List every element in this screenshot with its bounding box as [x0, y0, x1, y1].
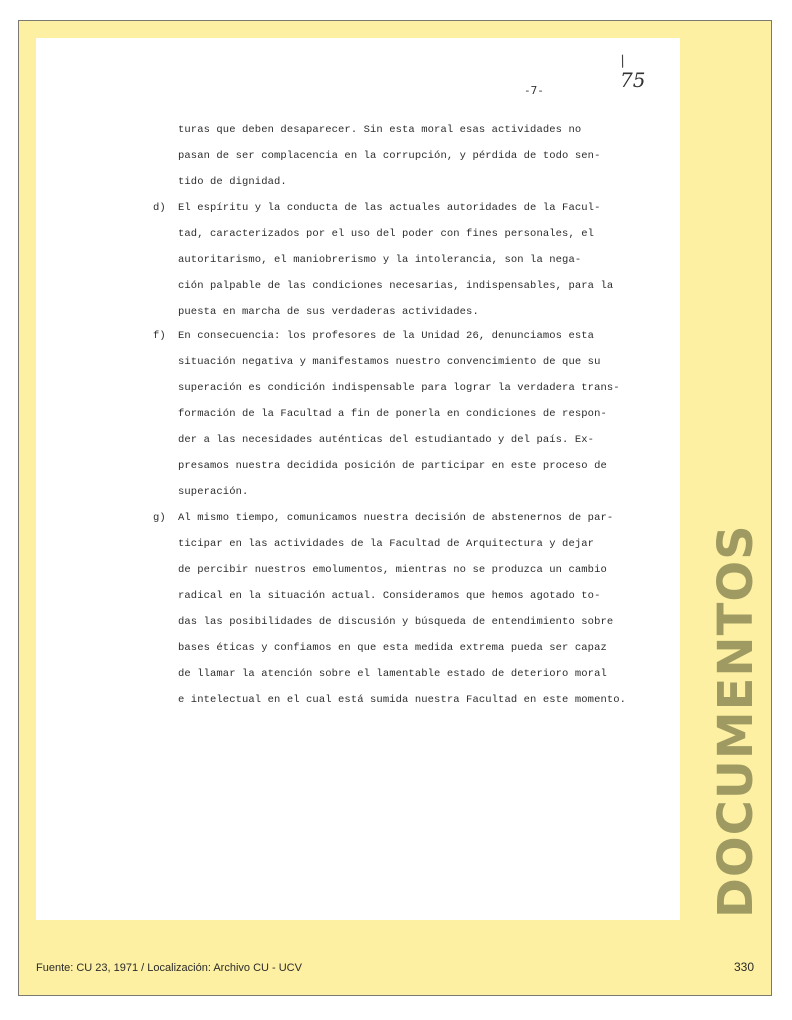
page-number: 330 [734, 960, 755, 974]
list-item-label: g) [153, 512, 166, 524]
document-text-line: de llamar la atención sobre el lamentable estado de deterioro moral [178, 668, 607, 680]
document-text-line: tido de dignidad. [178, 176, 287, 188]
document-text-line: puesta en marcha de sus verdaderas actividades. [178, 306, 479, 318]
source-caption: Fuente: CU 23, 1971 / Localización: Archivo CU - UCV [36, 962, 302, 974]
document-text-line: turas que deben desaparecer. Sin esta moral esas actividades no [178, 124, 582, 136]
document-text-line: En consecuencia: los profesores de la Unidad 26, denunciamos esta [178, 330, 595, 342]
document-text-line: ticipar en las actividades de la Facultad de Arquitectura y dejar [178, 538, 595, 550]
document-text-line: ción palpable de las condiciones necesarias, indispensables, para la [178, 280, 614, 292]
document-text-line: Al mismo tiempo, comunicamos nuestra decisión de abstenernos de par- [178, 512, 614, 524]
section-label-vertical: DOCUMENTOS [708, 524, 764, 918]
document-text-line: superación. [178, 486, 249, 498]
document-text-line: El espíritu y la conducta de las actuales autoridades de la Facul- [178, 202, 601, 214]
document-text-line: de percibir nuestros emolumentos, mientras no se produzca un cambio [178, 564, 607, 576]
document-text-line: das las posibilidades de discusión y búsqueda de entendimiento sobre [178, 616, 614, 628]
document-text-line: tad, caracterizados por el uso del poder con fines personales, el [178, 228, 595, 240]
handwritten-page-number: 75 [620, 68, 646, 92]
list-item-label: d) [153, 202, 166, 214]
document-text-line: pasan de ser complacencia en la corrupción, y pérdida de todo sen- [178, 150, 601, 162]
document-text-line: der a las necesidades auténticas del estudiantado y del país. Ex- [178, 434, 595, 446]
list-item-label: f) [153, 330, 166, 342]
document-text-line: situación negativa y manifestamos nuestro convencimiento de que su [178, 356, 601, 368]
document-text-line: e intelectual en el cual está sumida nuestra Facultad en este momento. [178, 694, 627, 706]
document-text-line: radical en la situación actual. Consideramos que hemos agotado to- [178, 590, 601, 602]
scanned-document [36, 38, 680, 920]
document-text-line: formación de la Facultad a fin de ponerla en condiciones de respon- [178, 408, 607, 420]
document-text-line: presamos nuestra decidida posición de participar en este proceso de [178, 460, 607, 472]
document-page-marker: -7- [524, 84, 544, 97]
handwritten-mark: / [617, 51, 628, 71]
document-text-line: superación es condición indispensable para lograr la verdadera trans- [178, 382, 620, 394]
document-text-line: autoritarismo, el maniobrerismo y la intolerancia, son la nega- [178, 254, 582, 266]
document-text-line: bases éticas y confiamos en que esta medida extrema pueda ser capaz [178, 642, 607, 654]
